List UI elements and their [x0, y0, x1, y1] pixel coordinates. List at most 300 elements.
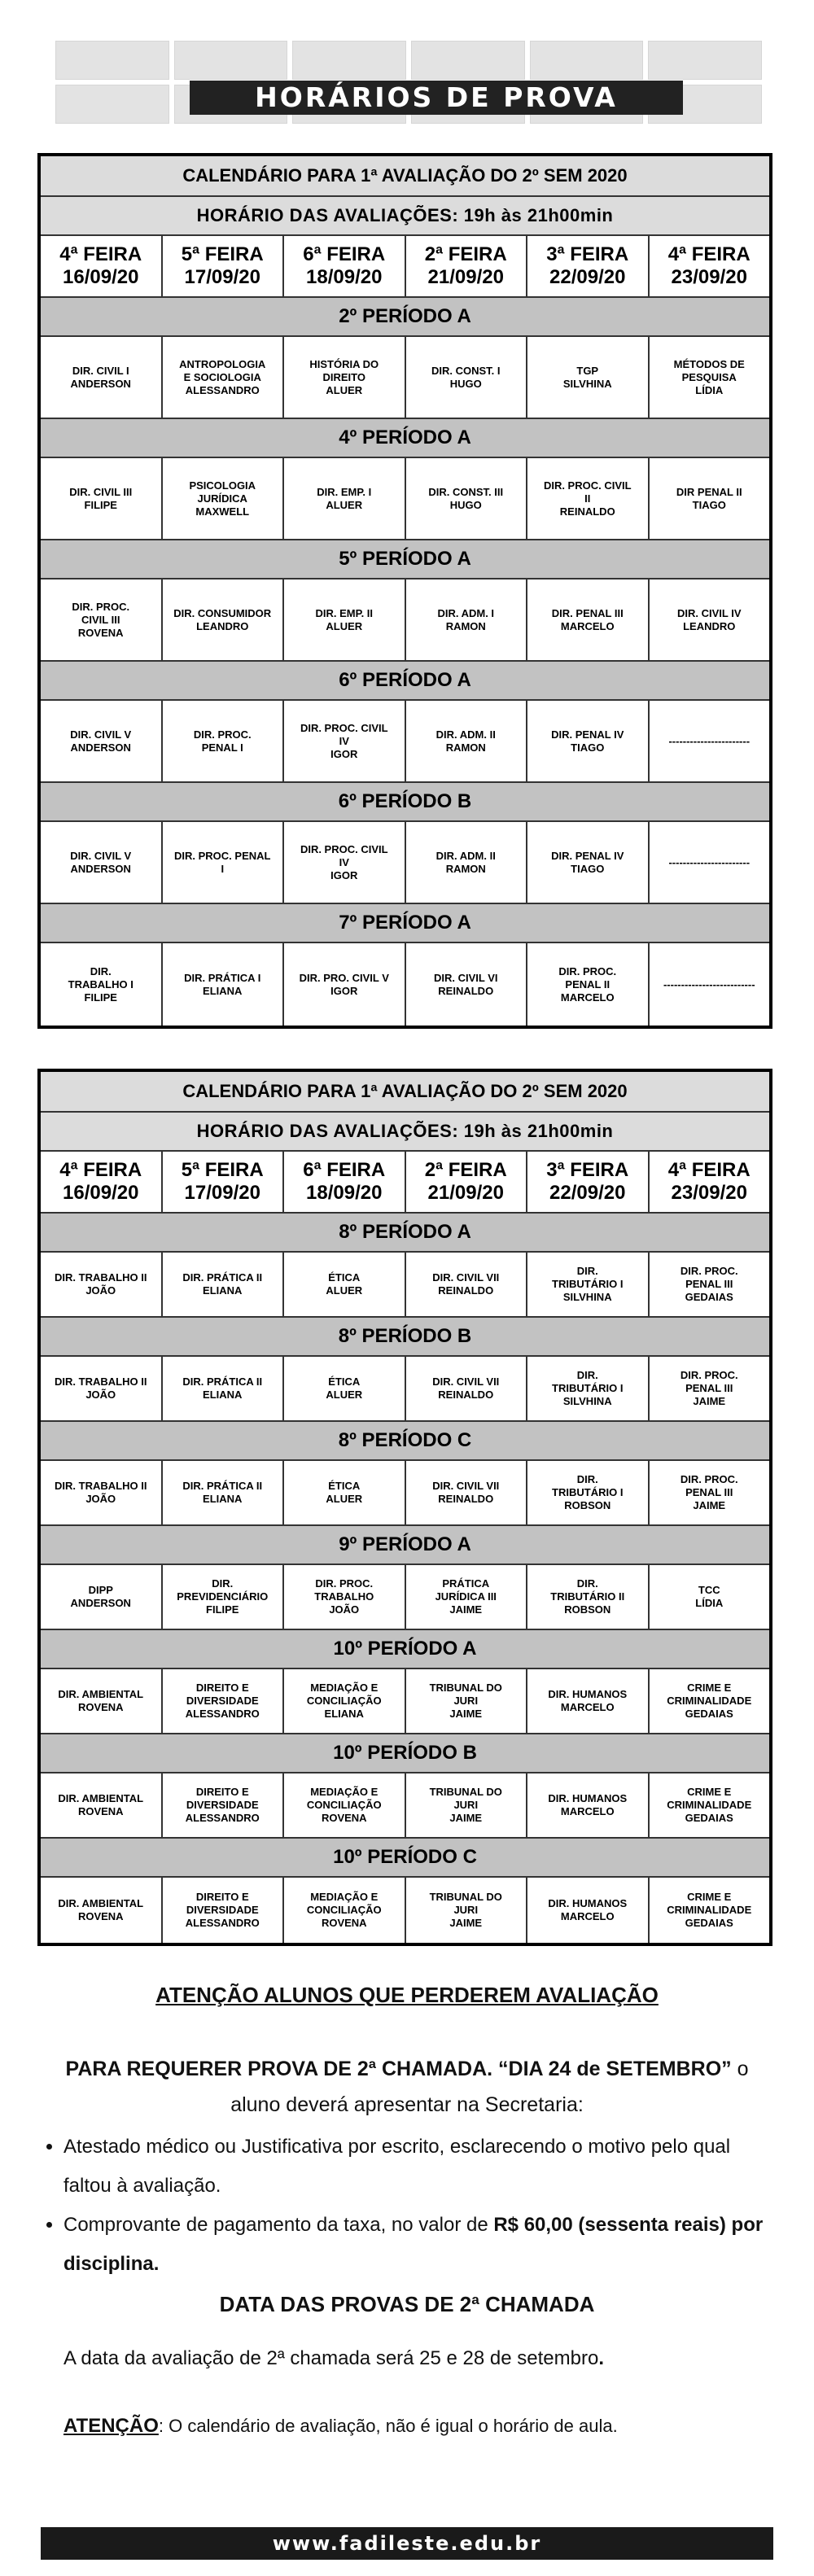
exam-cell-line: ANDERSON	[70, 741, 131, 754]
exam-cell-line: REINALDO	[559, 505, 615, 518]
exam-cell-line: PENAL I	[201, 741, 243, 754]
exam-cell-line: JAIME	[449, 1603, 483, 1616]
exam-cell-line: II	[584, 492, 591, 505]
header-banner	[55, 41, 762, 124]
exam-cell-line: TRIBUTÁRIO II	[550, 1590, 625, 1603]
exam-cell-line: DIVERSIDADE	[186, 1695, 259, 1707]
request-bold: PARA REQUERER PROVA DE 2ª CHAMADA. “DIA 24 de SETEMBRO”	[65, 2058, 732, 2080]
exam-cell-line: TIAGO	[571, 741, 605, 754]
exam-cell-line: SILVHINA	[562, 1395, 612, 1407]
exam-cell	[41, 943, 163, 1026]
exam-cell	[650, 579, 770, 660]
exam-cell-line: TRIBUTÁRIO I	[552, 1278, 624, 1290]
exam-cell-line: ALESSANDRO	[185, 1917, 260, 1929]
day-weekday: 3ª FEIRA	[546, 1159, 629, 1181]
attention-label: ATENÇÃO	[63, 2415, 159, 2437]
exam-cell-line: PENAL III	[685, 1382, 733, 1394]
exam-cell-line: DIR. HUMANOS	[548, 1688, 628, 1700]
exam-cell	[163, 337, 285, 418]
exam-cell	[284, 579, 406, 660]
exam-cell-line: MEDIAÇÃO E	[310, 1786, 379, 1798]
exam-cell-line: DIR. PROC. CIVIL	[543, 479, 632, 492]
exam-cell	[406, 822, 528, 903]
exam-cell-line: ANDERSON	[70, 1597, 131, 1609]
exam-cell	[527, 1461, 650, 1524]
day-header	[650, 236, 770, 296]
period-header: 9º PERÍODO A	[41, 1526, 769, 1565]
exam-cell-line: DIR. TRABALHO II	[55, 1480, 147, 1492]
exam-cell-line: SILVHINA	[562, 1291, 612, 1303]
exam-cell-line: MARCELO	[560, 1805, 615, 1817]
attention-note	[63, 2415, 781, 2438]
day-header	[163, 1152, 285, 1212]
exam-cell	[163, 1357, 285, 1420]
requirements-list	[63, 2128, 781, 2284]
exam-row	[41, 337, 769, 419]
exam-cell-line: TRIBUTÁRIO I	[552, 1486, 624, 1498]
exam-cell-line: TRIBUTÁRIO I	[552, 1382, 624, 1394]
exam-cell-line: TRIBUNAL DO	[429, 1891, 502, 1903]
day-header	[527, 1152, 650, 1212]
day-weekday: 2ª FEIRA	[424, 243, 507, 265]
exam-cell-line: JURÍDICA	[197, 492, 247, 505]
exam-cell-line: TRABALHO	[314, 1590, 374, 1603]
exam-cell-line: ELIANA	[203, 1389, 243, 1401]
exam-cell-line: MARCELO	[560, 991, 615, 1004]
exam-cell-line: CRIME E	[687, 1786, 732, 1798]
exam-cell-line: JAIME	[449, 1812, 483, 1824]
period-header: 7º PERÍODO A	[41, 904, 769, 943]
exam-cell-line: ROVENA	[321, 1917, 367, 1929]
exam-cell	[406, 1357, 528, 1420]
exam-cell-line: FILIPE	[206, 1603, 239, 1616]
day-header	[284, 1152, 406, 1212]
exam-cell	[527, 1253, 650, 1316]
exam-row	[41, 1565, 769, 1630]
exam-cell-line: DIR. CIVIL VI	[434, 971, 498, 984]
exam-cell-line: DIR.	[90, 964, 112, 977]
exam-cell-line: TIAGO	[571, 862, 605, 875]
exam-cell-line: RAMON	[445, 619, 486, 632]
exam-cell-line: DIR. CIVIL IV	[677, 606, 742, 619]
exam-cell-line: GEDAIAS	[685, 1812, 733, 1824]
exam-cell	[163, 1669, 285, 1733]
exam-cell-line: PRÁTICA	[442, 1577, 490, 1590]
exam-cell-line: DIR. CIVIL V	[70, 728, 132, 741]
exam-cell-line: ANDERSON	[70, 862, 131, 875]
day-header	[650, 1152, 770, 1212]
period-header: 8º PERÍODO B	[41, 1318, 769, 1357]
exam-row	[41, 1669, 769, 1734]
exam-cell-line: ÉTICA	[328, 1271, 361, 1284]
exam-cell-line: DIR. CONST. I	[431, 364, 501, 377]
exam-cell-line: GEDAIAS	[685, 1708, 733, 1720]
calendar-subtitle: HORÁRIO DAS AVALIAÇÕES: 19h às 21h00min	[41, 1113, 769, 1152]
second-call-date	[63, 2347, 781, 2370]
day-date: 18/09/20	[306, 266, 383, 288]
exam-cell-line: DIR. AMBIENTAL	[58, 1792, 144, 1804]
period-header: 4º PERÍODO A	[41, 419, 769, 458]
exam-cell	[284, 1357, 406, 1420]
exam-cell	[650, 701, 770, 781]
exam-cell-line: DIR. PRÁTICA II	[182, 1480, 263, 1492]
exam-cell	[527, 337, 650, 418]
period-header: 6º PERÍODO B	[41, 783, 769, 822]
exam-cell-line: DIR.	[212, 1577, 234, 1590]
exam-cell	[406, 1669, 528, 1733]
exam-cell-line: RAMON	[445, 741, 486, 754]
weekday-header-row	[41, 236, 769, 298]
exam-cell-line: REINALDO	[438, 1389, 494, 1401]
exam-cell	[650, 1565, 770, 1629]
exam-cell-line: HUGO	[449, 498, 482, 511]
exam-cell-line: TRIBUNAL DO	[429, 1786, 502, 1798]
day-date: 16/09/20	[63, 1182, 139, 1204]
exam-cell-line: HUGO	[449, 377, 482, 390]
exam-cell	[41, 822, 163, 903]
period-header: 10º PERÍODO C	[41, 1839, 769, 1878]
exam-cell-line: TRABALHO I	[68, 977, 133, 991]
day-date: 23/09/20	[671, 1182, 747, 1204]
exam-cell	[284, 1878, 406, 1943]
exam-cell-line: ROVENA	[77, 1701, 124, 1713]
exam-cell-line: ROVENA	[77, 1805, 124, 1817]
day-date: 18/09/20	[306, 1182, 383, 1204]
day-header	[41, 1152, 163, 1212]
exam-cell	[527, 1669, 650, 1733]
fee-text: Comprovante de pagamento da taxa, no valor de	[63, 2214, 494, 2236]
exam-cell-line: ROBSON	[564, 1603, 611, 1616]
exam-cell-line: CONCILIAÇÃO	[306, 1695, 382, 1707]
exam-cell-line: LEANDRO	[196, 619, 249, 632]
exam-cell-line: DIREITO	[322, 370, 365, 383]
exam-cell-line: DIR. PROC.	[72, 600, 130, 613]
exam-cell	[284, 458, 406, 539]
exam-cell-line: DIR PENAL II	[676, 485, 742, 498]
exam-cell	[284, 1461, 406, 1524]
exam-cell-line: ÉTICA	[328, 1375, 361, 1388]
exam-row	[41, 1357, 769, 1422]
exam-cell-line: ALUER	[326, 619, 363, 632]
exam-cell	[650, 1253, 770, 1316]
exam-cell	[284, 1253, 406, 1316]
day-date: 17/09/20	[184, 1182, 260, 1204]
exam-cell-line: DIR. CIVIL VII	[432, 1271, 500, 1284]
page-title: HORÁRIOS DE PROVA	[190, 81, 683, 115]
exam-cell	[527, 701, 650, 781]
exam-cell-line: MAXWELL	[195, 505, 250, 518]
exam-row	[41, 1461, 769, 1526]
exam-cell-line: DIR. ADM. II	[435, 728, 496, 741]
exam-cell-line: DIR. HUMANOS	[548, 1897, 628, 1909]
exam-cell-line: HISTÓRIA DO	[309, 357, 379, 370]
day-weekday: 6ª FEIRA	[303, 243, 386, 265]
exam-cell-line: SILVHINA	[562, 377, 612, 390]
date-text: A data da avaliação de 2ª chamada será 25 e 28 de setembro	[63, 2347, 599, 2369]
exam-cell	[163, 1878, 285, 1943]
exam-cell	[650, 1357, 770, 1420]
exam-cell	[41, 1773, 163, 1837]
day-weekday: 2ª FEIRA	[424, 1159, 507, 1181]
exam-row	[41, 701, 769, 783]
exam-cell	[284, 943, 406, 1026]
exam-cell-line: CIVIL III	[81, 613, 120, 626]
exam-cell	[163, 943, 285, 1026]
exam-cell-line: ALUER	[326, 383, 363, 396]
exam-cell-line: DIR. EMP. II	[315, 606, 374, 619]
exam-cell	[650, 1773, 770, 1837]
exam-row	[41, 1253, 769, 1318]
exam-cell	[527, 579, 650, 660]
exam-cell-line: CRIMINALIDADE	[667, 1695, 752, 1707]
exam-cell-line: DIR. PRO. CIVIL V	[299, 971, 389, 984]
exam-cell-line: DIR. CIVIL VII	[432, 1375, 500, 1388]
exam-cell-line: ALUER	[326, 1493, 363, 1505]
notice-section	[33, 1983, 781, 2438]
exam-cell-line: JOÃO	[85, 1389, 116, 1401]
exam-cell-line: IV	[339, 734, 349, 747]
day-header	[41, 236, 163, 296]
exam-cell-line: ROVENA	[321, 1812, 367, 1824]
exam-row	[41, 579, 769, 662]
exam-cell	[406, 1565, 528, 1629]
exam-cell-line: FILIPE	[84, 498, 117, 511]
day-date: 17/09/20	[184, 266, 260, 288]
exam-cell	[650, 822, 770, 903]
exam-cell	[527, 943, 650, 1026]
exam-cell-line: CRIMINALIDADE	[667, 1904, 752, 1916]
exam-cell-line: CRIME E	[687, 1891, 732, 1903]
exam-cell	[650, 337, 770, 418]
exam-cell	[406, 1773, 528, 1837]
day-weekday: 4ª FEIRA	[59, 243, 142, 265]
exam-cell	[163, 701, 285, 781]
exam-cell	[406, 337, 528, 418]
exam-cell-line: MEDIAÇÃO E	[310, 1682, 379, 1694]
exam-cell-line: DIVERSIDADE	[186, 1799, 259, 1811]
period-header: 8º PERÍODO C	[41, 1422, 769, 1461]
exam-cell-line: JAIME	[693, 1395, 726, 1407]
exam-cell-line: ELIANA	[203, 984, 243, 997]
exam-cell-line: IV	[339, 855, 349, 868]
exam-cell	[41, 1565, 163, 1629]
exam-cell-line: DIR. PENAL IV	[551, 849, 624, 862]
exam-cell-line: REINALDO	[438, 984, 494, 997]
exam-cell-line: IGOR	[330, 984, 358, 997]
exam-cell-line: ALUER	[326, 1389, 363, 1401]
exam-cell-line: PREVIDENCIÁRIO	[177, 1590, 269, 1603]
exam-cell-line: DIR. PRÁTICA I	[184, 971, 261, 984]
date-period: .	[598, 2347, 604, 2369]
exam-cell-line: JURI	[453, 1799, 479, 1811]
exam-cell-line: CONCILIAÇÃO	[306, 1799, 382, 1811]
exam-cell-line: ALESSANDRO	[185, 383, 260, 396]
day-header	[527, 236, 650, 296]
fee-amount: R$ 60,00 (sessenta reais) por disciplina.	[63, 2214, 764, 2275]
exam-cell-line: PESQUISA	[681, 370, 737, 383]
exam-cell-line: JOÃO	[85, 1493, 116, 1505]
exam-cell-line: IGOR	[330, 747, 358, 760]
exam-cell-line: DIR. PRÁTICA II	[182, 1375, 263, 1388]
exam-cell-line: ÉTICA	[328, 1480, 361, 1492]
exam-cell-line: DIR. AMBIENTAL	[58, 1897, 144, 1909]
exam-cell-line: DIR. EMP. I	[317, 485, 372, 498]
exam-cell	[650, 943, 770, 1026]
exam-cell	[41, 1461, 163, 1524]
exam-cell-line: ALUER	[326, 498, 363, 511]
footer-url[interactable]: www.fadileste.edu.br	[41, 2527, 773, 2560]
requirement-item	[63, 2206, 781, 2284]
exam-cell-line: PENAL III	[685, 1486, 733, 1498]
exam-cell-line: ANDERSON	[70, 377, 131, 390]
period-header: 2º PERÍODO A	[41, 298, 769, 337]
exam-cell-line: DIR. HUMANOS	[548, 1792, 628, 1804]
exam-cell-line: DIR. PROC. PENAL	[174, 849, 271, 862]
exam-cell-line: DIR. CIVIL V	[70, 849, 132, 862]
exam-cell-line: E SOCIOLOGIA	[183, 370, 261, 383]
period-header: 10º PERÍODO B	[41, 1734, 769, 1773]
weekday-header-row	[41, 1152, 769, 1214]
exam-cell	[527, 1565, 650, 1629]
exam-cell-line: -----------------------	[668, 855, 751, 868]
day-weekday: 4ª FEIRA	[667, 1159, 751, 1181]
exam-cell-line: DIPP	[88, 1584, 113, 1596]
calendar-table-1	[37, 153, 772, 1029]
exam-cell-line: DIR. PROC.	[315, 1577, 374, 1590]
exam-cell-line: ROBSON	[564, 1499, 611, 1511]
exam-cell-line: MARCELO	[560, 1701, 615, 1713]
exam-cell-line: DIR. PROC.	[558, 964, 617, 977]
attention-text: : O calendário de avaliação, não é igual o horário de aula.	[158, 2416, 618, 2436]
exam-cell-line: ROVENA	[77, 626, 124, 639]
exam-cell-line: JURI	[453, 1695, 479, 1707]
exam-cell	[284, 1773, 406, 1837]
exam-cell-line: MARCELO	[560, 619, 615, 632]
exam-cell-line: LÍDIA	[695, 1597, 724, 1609]
day-header	[406, 236, 528, 296]
day-weekday: 6ª FEIRA	[303, 1159, 386, 1181]
exam-cell-line: JOÃO	[85, 1284, 116, 1297]
exam-cell-line: TIAGO	[692, 498, 726, 511]
exam-cell	[163, 822, 285, 903]
exam-row	[41, 458, 769, 540]
exam-cell-line: DIR.	[576, 1473, 598, 1485]
exam-cell-line: MEDIAÇÃO E	[310, 1891, 379, 1903]
exam-cell-line: JOÃO	[329, 1603, 360, 1616]
day-weekday: 3ª FEIRA	[546, 243, 629, 265]
day-header	[163, 236, 285, 296]
exam-cell-line: DIR. PROC.	[680, 1369, 738, 1381]
exam-cell-line: DIR.	[576, 1265, 598, 1277]
exam-cell	[527, 1878, 650, 1943]
exam-cell	[406, 458, 528, 539]
exam-cell-line: JAIME	[449, 1917, 483, 1929]
day-date: 16/09/20	[63, 266, 139, 288]
exam-cell	[650, 1669, 770, 1733]
exam-cell-line: ROVENA	[77, 1910, 124, 1922]
requirement-item: • Atestado médico ou Justificativa por escrito, esclarecendo o motivo pelo qual faltou à avaliação.	[63, 2128, 781, 2206]
exam-cell	[41, 701, 163, 781]
exam-cell	[284, 1669, 406, 1733]
exam-cell-line: DIVERSIDADE	[186, 1904, 259, 1916]
exam-cell	[650, 1461, 770, 1524]
exam-cell	[527, 1773, 650, 1837]
exam-cell-line: DIR. AMBIENTAL	[58, 1688, 144, 1700]
exam-cell	[406, 1878, 528, 1943]
exam-cell-line: ALUER	[326, 1284, 363, 1297]
exam-cell-line: JURI	[453, 1904, 479, 1916]
calendar-title: CALENDÁRIO PARA 1ª AVALIAÇÃO DO 2º SEM 2020	[41, 156, 769, 197]
day-date: 21/09/20	[427, 266, 504, 288]
exam-cell-line: ELIANA	[324, 1708, 364, 1720]
exam-cell-line: DIR. PROC. CIVIL	[300, 842, 388, 855]
exam-cell-line: LÍDIA	[695, 383, 724, 396]
exam-cell-line: ALESSANDRO	[185, 1812, 260, 1824]
exam-cell-line: GEDAIAS	[685, 1291, 733, 1303]
exam-cell-line: DIR. PRÁTICA II	[182, 1271, 263, 1284]
exam-cell-line: TCC	[698, 1584, 720, 1596]
exam-cell-line: CRIMINALIDADE	[667, 1799, 752, 1811]
exam-cell-line: ELIANA	[203, 1284, 243, 1297]
exam-cell-line: JURÍDICA III	[435, 1590, 497, 1603]
exam-cell-line: DIR. PROC.	[193, 728, 252, 741]
period-header: 5º PERÍODO A	[41, 540, 769, 579]
day-weekday: 5ª FEIRA	[181, 243, 264, 265]
period-header: 10º PERÍODO A	[41, 1630, 769, 1669]
exam-cell-line: DIR.	[576, 1369, 598, 1381]
exam-cell-line: DIR. TRABALHO II	[55, 1271, 147, 1284]
day-header	[284, 236, 406, 296]
exam-row	[41, 1878, 769, 1943]
exam-cell	[41, 1669, 163, 1733]
exam-cell-line: GEDAIAS	[685, 1917, 733, 1929]
exam-cell	[406, 701, 528, 781]
exam-cell	[527, 458, 650, 539]
exam-cell-line: CRIME E	[687, 1682, 732, 1694]
exam-cell	[284, 822, 406, 903]
exam-row	[41, 822, 769, 904]
notice-request	[57, 2051, 757, 2123]
exam-cell-line: DIR. ADM. II	[435, 849, 496, 862]
exam-cell	[163, 579, 285, 660]
day-weekday: 5ª FEIRA	[181, 1159, 264, 1181]
period-header: 6º PERÍODO A	[41, 662, 769, 701]
exam-cell-line: ALESSANDRO	[185, 1708, 260, 1720]
exam-cell-line: DIR. PROC. CIVIL	[300, 721, 388, 734]
exam-cell	[41, 579, 163, 660]
exam-cell-line: TGP	[576, 364, 599, 377]
exam-cell-line: MÉTODOS DE	[673, 357, 745, 370]
calendar-title: CALENDÁRIO PARA 1ª AVALIAÇÃO DO 2º SEM 2020	[41, 1072, 769, 1113]
exam-cell-line: FILIPE	[84, 991, 117, 1004]
exam-cell	[163, 1253, 285, 1316]
second-call-title: DATA DAS PROVAS DE 2ª CHAMADA	[219, 2292, 595, 2316]
day-date: 22/09/20	[549, 266, 626, 288]
exam-cell-line: DIR. CIVIL I	[72, 364, 129, 377]
exam-cell	[41, 458, 163, 539]
exam-cell-line: DIR. CONST. III	[428, 485, 504, 498]
exam-cell	[284, 701, 406, 781]
exam-cell	[650, 458, 770, 539]
exam-cell	[163, 1565, 285, 1629]
exam-cell	[41, 1253, 163, 1316]
exam-cell-line: DIR. PROC.	[680, 1473, 738, 1485]
exam-cell-line: IGOR	[330, 868, 358, 881]
exam-cell-line: DIR. ADM. I	[437, 606, 495, 619]
exam-cell	[41, 1357, 163, 1420]
exam-cell-line: PENAL II	[565, 977, 610, 991]
exam-cell-line: --------------------------	[663, 977, 755, 991]
